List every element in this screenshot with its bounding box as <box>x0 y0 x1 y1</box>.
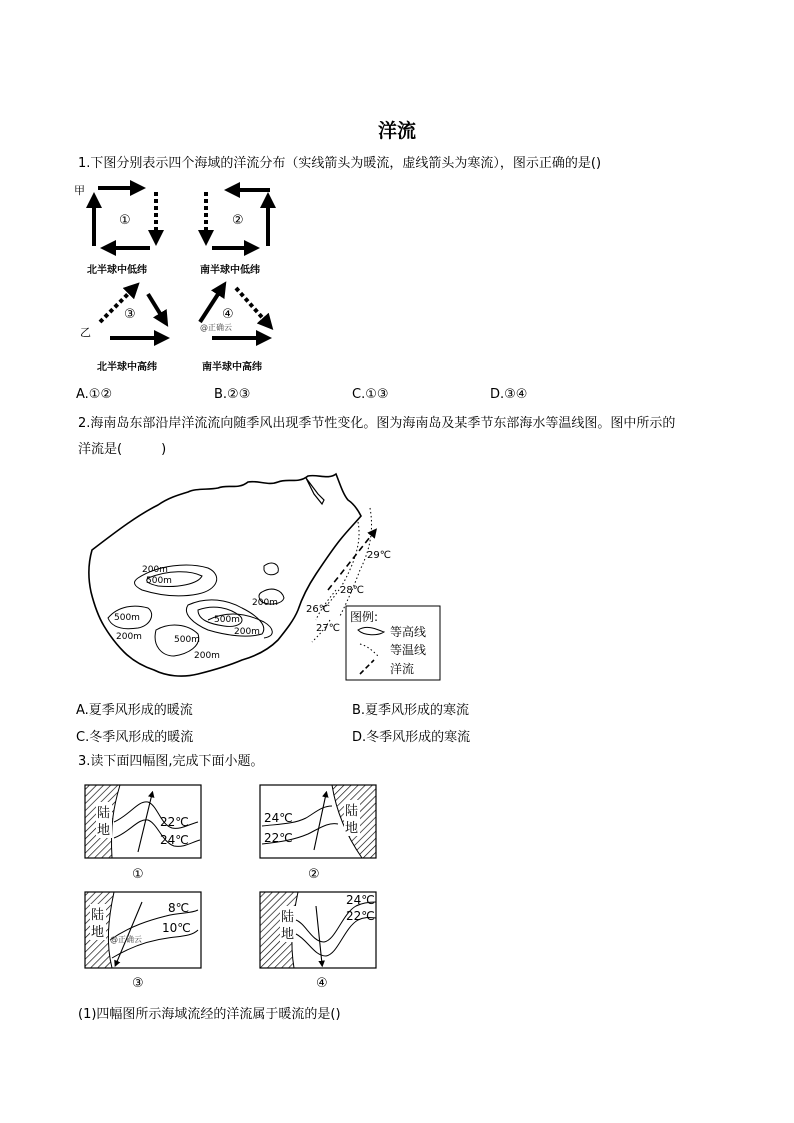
warm-current-arrow <box>148 294 164 320</box>
question-1-stem: 1.下图分别表示四个海域的洋流分布（实线箭头为暖流，虚线箭头为寒流），图示正确的是() <box>78 156 602 171</box>
contour-label: 200m <box>142 565 168 575</box>
diagram-number: ④ <box>222 307 234 322</box>
panel-temp: 24℃ <box>346 893 375 907</box>
hainan-island-map <box>78 470 448 685</box>
q3-panel-1 <box>85 785 201 882</box>
contour-label: 200m <box>234 627 260 637</box>
isotherm-label: 29℃ <box>367 550 391 561</box>
q2-option-c[interactable]: C.冬季风形成的暖流 <box>76 730 194 745</box>
land-label: 陆 <box>345 804 359 819</box>
label-jia: 甲 <box>74 184 85 197</box>
panel-number: ③ <box>132 976 144 991</box>
panel-number: ④ <box>316 976 328 991</box>
land-label: 地 <box>281 927 295 942</box>
q3-isotherm-panels <box>80 780 385 995</box>
question-3-stem: 3.读下面四幅图,完成下面小题。 <box>78 754 264 769</box>
question-2-stem-line1: 2.海南岛东部沿岸洋流流向随季风出现季节性变化。图为海南岛及某季节东部海水等温线图。图中所示的 <box>78 416 676 431</box>
q1-option-c[interactable]: C.①③ <box>352 387 389 402</box>
diagram-3 <box>80 288 164 373</box>
contour-label: 200m <box>252 598 278 608</box>
diagram-caption: 南半球中低纬 <box>200 265 260 276</box>
land-label: 地 <box>97 823 111 838</box>
q3-panel-4 <box>260 892 376 991</box>
q3-panel-3 <box>85 892 201 991</box>
contour-label: 200m <box>116 632 142 642</box>
panel-temp: 22℃ <box>346 909 375 923</box>
isotherm-label: 28℃ <box>340 585 364 596</box>
page-title: 洋流 <box>377 120 416 142</box>
question-3-sub-1: (1)四幅图所示海域流经的洋流属于暖流的是() <box>78 1007 341 1022</box>
contour-label: 200m <box>194 651 220 661</box>
diagram-caption: 南半球中高纬 <box>202 362 262 373</box>
warm-current-arrow <box>200 288 222 322</box>
land-label: 地 <box>91 925 105 940</box>
isotherm-label: 27℃ <box>316 623 340 634</box>
diagram-1 <box>74 184 156 276</box>
panel-temp: 10℃ <box>162 921 191 935</box>
land-label: 地 <box>345 821 359 836</box>
contour-label: 500m <box>146 576 172 586</box>
panel-temp: 24℃ <box>160 833 189 847</box>
watermark: @正确云 <box>110 935 142 944</box>
diagram-caption: 北半球中低纬 <box>87 265 147 276</box>
isotherm-line <box>340 508 372 616</box>
diagram-number: ② <box>232 213 244 228</box>
q2-option-a[interactable]: A.夏季风形成的暖流 <box>76 703 193 718</box>
panel-number: ② <box>308 867 320 882</box>
land-label: 陆 <box>91 908 105 923</box>
contour-label: 500m <box>174 635 200 645</box>
land-label: 陆 <box>97 806 111 821</box>
q1-current-diagrams <box>72 178 312 378</box>
question-2-stem-line2: 洋流是( ) <box>78 442 167 457</box>
diagram-number: ③ <box>124 307 136 322</box>
panel-temp: 22℃ <box>264 831 293 845</box>
q3-panel-2 <box>260 785 376 882</box>
legend-title: 图例: <box>350 610 379 624</box>
diagram-2 <box>200 190 270 276</box>
q1-option-d[interactable]: D.③④ <box>490 387 528 402</box>
panel-temp: 24℃ <box>264 811 293 825</box>
q1-option-a[interactable]: A.①② <box>76 387 113 402</box>
isotherm-line <box>322 522 359 610</box>
watermark: @正确云 <box>200 323 232 332</box>
legend-item: 洋流 <box>390 662 415 676</box>
coastal-inlet <box>306 478 324 504</box>
legend-item: 等温线 <box>390 643 427 657</box>
ocean-current-arrow <box>328 532 374 590</box>
island-outline <box>89 474 361 676</box>
legend-item: 等高线 <box>390 625 427 639</box>
diagram-caption: 北半球中高纬 <box>97 362 157 373</box>
contour-label: 500m <box>114 613 140 623</box>
cold-current-arrow <box>236 288 268 324</box>
panel-temp: 22℃ <box>160 815 189 829</box>
contour-label: 500m <box>214 615 240 625</box>
q1-option-b[interactable]: B.②③ <box>214 387 251 402</box>
label-yi: 乙 <box>80 326 91 339</box>
diagram-4 <box>200 288 268 373</box>
q2-option-b[interactable]: B.夏季风形成的寒流 <box>352 703 470 718</box>
panel-temp: 8℃ <box>168 901 190 915</box>
q2-option-d[interactable]: D.冬季风形成的寒流 <box>352 730 471 745</box>
isotherm-label: 26℃ <box>306 604 330 615</box>
panel-number: ① <box>132 867 144 882</box>
diagram-number: ① <box>119 213 131 228</box>
map-legend <box>346 606 440 680</box>
land-label: 陆 <box>281 910 295 925</box>
contour-line <box>264 563 278 575</box>
